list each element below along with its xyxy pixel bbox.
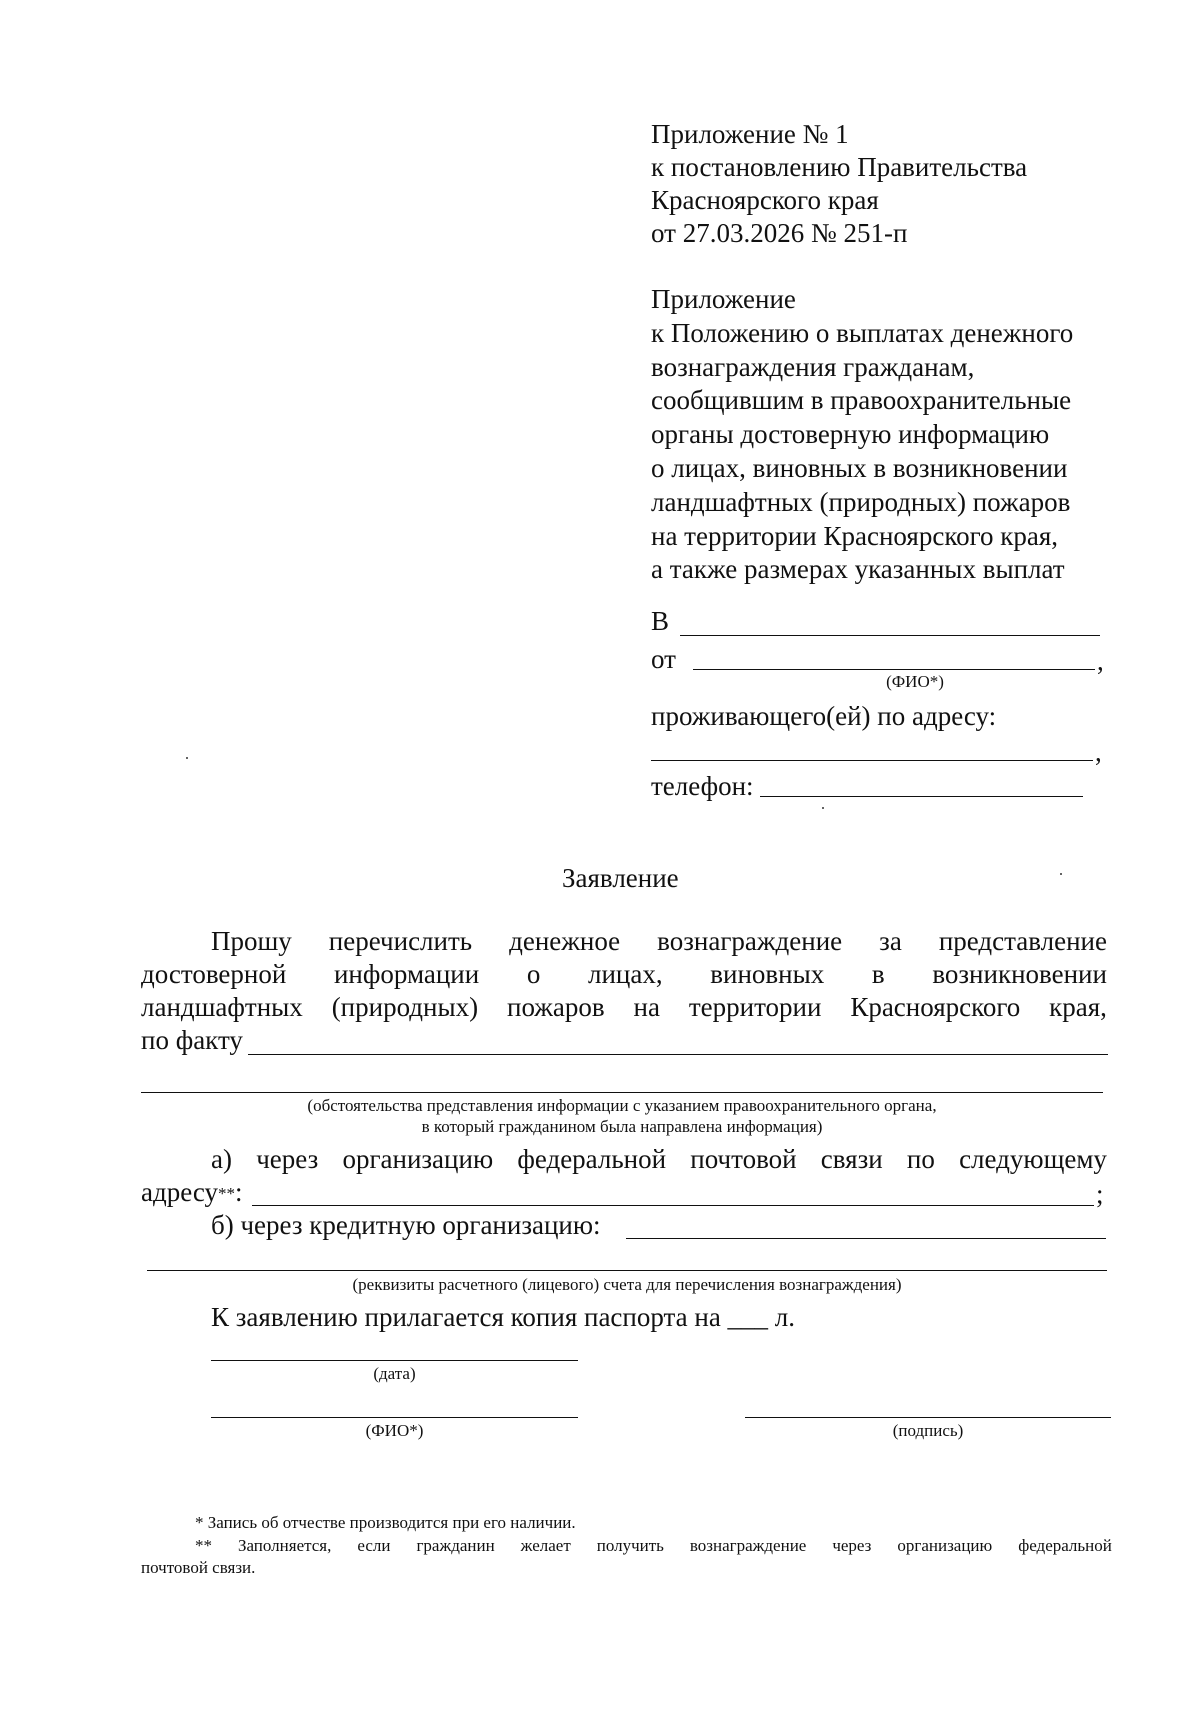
word: в (871, 959, 885, 989)
signature-caption: (подпись) (892, 1421, 964, 1440)
regulation-line: органы достоверную информацию (651, 419, 1050, 450)
word: если (357, 1536, 391, 1555)
recipient-line (680, 635, 1100, 636)
word: федеральной (517, 1144, 667, 1174)
word: на (633, 992, 660, 1022)
word: по (906, 1144, 935, 1174)
word: почтовой (690, 1144, 797, 1174)
appendix-line: от 27.03.2026 № 251-п (651, 218, 908, 248)
date-caption: (дата) (373, 1364, 416, 1383)
signature-line (745, 1417, 1111, 1418)
account-caption: (реквизиты расчетного (лицевого) счета для перечисления вознаграждения) (352, 1275, 902, 1294)
appendix-line: Красноярского края (651, 185, 879, 215)
regulation-line: вознаграждения гражданам, (651, 351, 975, 382)
address-line (651, 760, 1093, 761)
regulation-line: Приложение (651, 284, 796, 314)
word: возникновении (932, 959, 1107, 989)
regulation-line: а также размерах указанных выплат (651, 554, 1065, 585)
bank-line (626, 1238, 1106, 1239)
word: Красноярского (850, 992, 1021, 1022)
residing-label: проживающего(ей) по адресу: (651, 701, 997, 731)
word: достоверной (141, 959, 287, 989)
postal-address-line (252, 1205, 1094, 1206)
word: края, (1049, 992, 1107, 1022)
word: федеральной (1018, 1536, 1112, 1555)
word: пожаров (507, 992, 605, 1022)
word: вознаграждение (689, 1536, 807, 1555)
word: территории (688, 992, 822, 1022)
word: а) (211, 1144, 232, 1174)
circumstances-caption-1: (обстоятельства представления информации с указанием правоохранительного органа, (307, 1096, 937, 1115)
phone-label: телефон: (651, 771, 754, 801)
regulation-line: на территории Красноярского края, (651, 520, 1058, 551)
word: (природных) (331, 992, 479, 1022)
word: желает (520, 1536, 571, 1555)
regulation-line: сообщившим в правоохранительные (651, 385, 1072, 416)
fio-caption-bottom: (ФИО*) (365, 1421, 424, 1440)
footnote-1: * Запись об отчестве производится при его наличии. (195, 1513, 576, 1532)
applicant-name-line (693, 669, 1095, 670)
footnote-2 (195, 1535, 1112, 1557)
bank-line-continued (147, 1270, 1107, 1271)
paragraph-line-3 (141, 991, 1107, 1024)
scan-speck (1060, 873, 1062, 875)
word: организацию (897, 1536, 993, 1555)
word: лицах, (588, 959, 663, 989)
word: денежное (509, 926, 621, 956)
appendix-line: к постановлению Правительства (651, 152, 1028, 182)
address-label: адресу (141, 1177, 219, 1207)
word: вознаграждение (657, 926, 843, 956)
fact-label: по факту (141, 1025, 243, 1055)
option-b-label: б) через кредитную организацию: (211, 1210, 601, 1240)
paragraph-line-2 (141, 958, 1107, 991)
word: получить (596, 1536, 664, 1555)
appendix-header (651, 118, 1027, 250)
address-colon: : (235, 1177, 243, 1207)
footnote-2-end: почтовой связи. (141, 1558, 256, 1577)
attachment-blank: ___ (727, 1302, 769, 1332)
address-semicolon: ; (1096, 1179, 1104, 1209)
scan-speck (186, 757, 188, 759)
attachment-prefix: К заявлению прилагается копия паспорта на (211, 1302, 721, 1332)
word: следующему (959, 1144, 1107, 1174)
attachment-suffix: л. (774, 1302, 796, 1332)
word: перечислить (328, 926, 473, 956)
appendix-line: Приложение № 1 (651, 119, 849, 149)
regulation-line: к Положению о выплатах денежного (651, 317, 1074, 348)
scan-speck (822, 807, 824, 809)
phone-line (760, 796, 1083, 797)
word: ** (195, 1536, 212, 1555)
fact-line-continued (141, 1092, 1103, 1093)
regulation-line: о лицах, виновных в возникновении (651, 452, 1068, 483)
word: информации (333, 959, 480, 989)
word: ландшафтных (141, 992, 303, 1022)
word: Прошу (211, 926, 292, 956)
word: представление (938, 926, 1107, 956)
word: через (832, 1536, 872, 1555)
fio-caption-top: (ФИО*) (886, 672, 944, 691)
circumstances-caption-2: в который гражданином была направлена информация) (421, 1117, 823, 1136)
date-line (211, 1360, 578, 1361)
word: через (256, 1144, 319, 1174)
word: виновных (710, 959, 825, 989)
regulation-reference (651, 283, 1073, 587)
option-a-line (211, 1143, 1107, 1176)
regulation-line: ландшафтных (природных) пожаров (651, 486, 1071, 517)
address-label-wrap (141, 1176, 243, 1210)
word: Заполняется, (237, 1536, 332, 1555)
from-comma: , (1097, 646, 1104, 676)
fact-line (248, 1054, 1108, 1055)
word: о (526, 959, 541, 989)
attachment-text (211, 1301, 795, 1334)
fio-line (211, 1417, 578, 1418)
word: организацию (342, 1144, 494, 1174)
address-marker: ** (218, 1184, 236, 1203)
word: гражданин (416, 1536, 495, 1555)
paragraph-line-1 (211, 925, 1107, 958)
address-comma: , (1095, 737, 1102, 767)
word: связи (820, 1144, 883, 1174)
from-label: от (651, 644, 676, 674)
statement-title: Заявление (562, 863, 679, 893)
to-label: В (651, 606, 670, 636)
word: за (879, 926, 902, 956)
